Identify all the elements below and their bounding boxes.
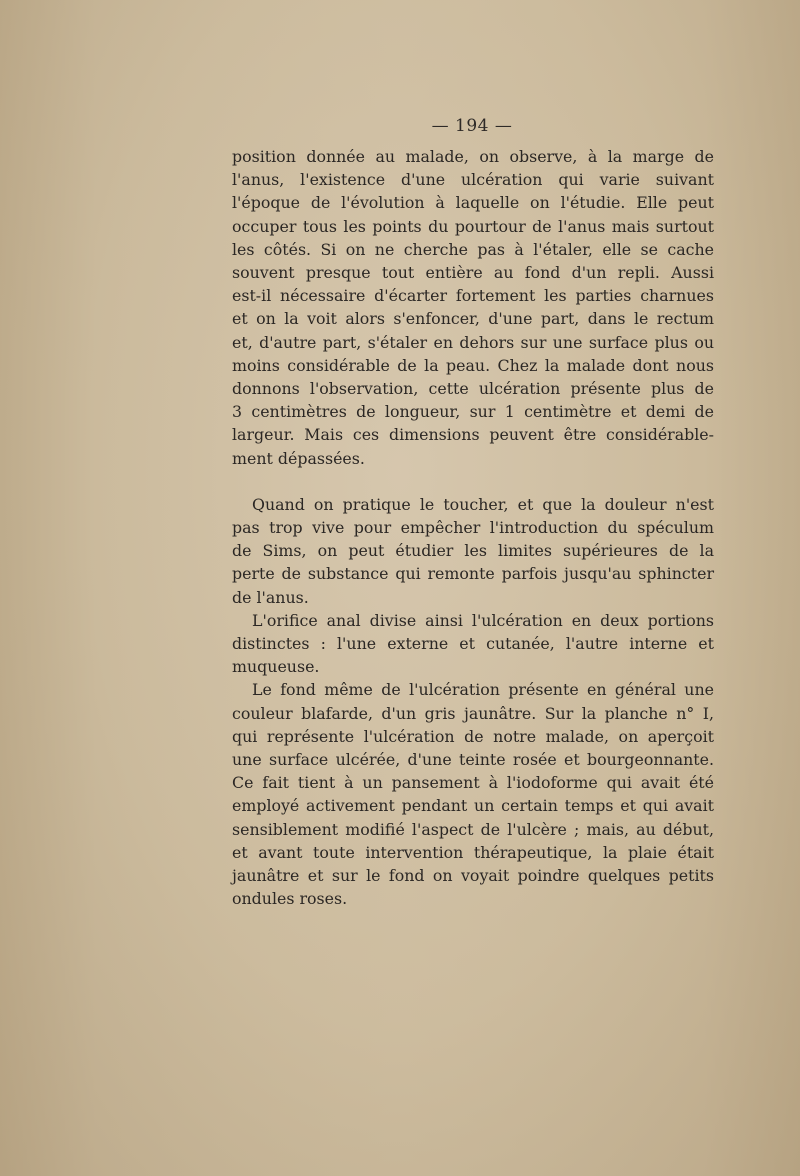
text-line: employé activement pendant un certain temps et qui avait bbox=[232, 796, 714, 816]
text-line: les côtés. Si on ne cherche pas à l'étaler, elle se cache bbox=[232, 239, 714, 259]
body-text bbox=[232, 145, 714, 911]
text-line: Ce fait tient à un pansement à l'iodoforme qui avait été bbox=[232, 773, 714, 793]
text-line: ment dépassées. bbox=[232, 448, 365, 468]
paragraph-4 bbox=[232, 678, 714, 910]
text-line: l'époque de l'évolution à laquelle on l'étudie. Elle peut bbox=[232, 193, 714, 213]
text-line: de l'anus. bbox=[232, 587, 309, 607]
text-line: L'orifice anal divise ainsi l'ulcération en deux portions bbox=[252, 610, 714, 630]
paragraph-gap bbox=[232, 470, 714, 493]
text-line: pas trop vive pour empêcher l'introduction du spéculum bbox=[232, 518, 714, 538]
paragraph-1 bbox=[232, 145, 714, 470]
text-line: jaunâtre et sur le fond on voyait poindre quelques petits bbox=[232, 866, 714, 886]
text-line: et avant toute intervention thérapeutique, la plaie était bbox=[232, 842, 714, 862]
page-number: — 194 — bbox=[431, 116, 513, 136]
text-line: position donnée au malade, on observe, à la marge de bbox=[232, 147, 714, 166]
text-line: Le fond même de l'ulcération présente en général une bbox=[252, 680, 714, 700]
text-line: occuper tous les points du pourtour de l'anus mais surtout bbox=[232, 216, 714, 236]
text-line: muqueuse. bbox=[232, 657, 320, 677]
text-line: perte de substance qui remonte parfois jusqu'au sphincter bbox=[232, 564, 714, 584]
paragraph-2 bbox=[232, 493, 714, 609]
text-line: et on la voit alors s'enfoncer, d'une part, dans le rectum bbox=[232, 309, 714, 329]
text-line: ondules roses. bbox=[232, 889, 348, 909]
text-line: 3 centimètres de longueur, sur 1 centimètre et demi de bbox=[232, 402, 714, 422]
text-line: et, d'autre part, s'étaler en dehors sur une surface plus ou bbox=[232, 332, 714, 352]
text-line: moins considérable de la peau. Chez la malade dont nous bbox=[232, 355, 714, 375]
paragraph-3 bbox=[232, 609, 714, 679]
text-line: distinctes : l'une externe et cutanée, l'autre interne et bbox=[232, 634, 714, 654]
text-line: est-il nécessaire d'écarter fortement les parties charnues bbox=[232, 286, 714, 306]
text-line: couleur blafarde, d'un gris jaunâtre. Sur la planche n° I, bbox=[232, 703, 714, 723]
text-line: largeur. Mais ces dimensions peuvent être considérable- bbox=[232, 425, 714, 445]
text-line: de Sims, on peut étudier les limites supérieures de la bbox=[232, 541, 714, 561]
text-line: l'anus, l'existence d'une ulcération qui varie suivant bbox=[232, 170, 714, 190]
text-line: une surface ulcérée, d'une teinte rosée et bourgeonnante. bbox=[232, 750, 714, 770]
text-line: souvent presque tout entière au fond d'un repli. Aussi bbox=[232, 263, 714, 283]
text-line: sensiblement modifié l'aspect de l'ulcère ; mais, au début, bbox=[232, 819, 714, 839]
text-line: Quand on pratique le toucher, et que la douleur n'est bbox=[252, 494, 714, 514]
text-line: donnons l'observation, cette ulcération présente plus de bbox=[232, 379, 714, 399]
text-line: qui représente l'ulcération de notre malade, on aperçoit bbox=[232, 726, 714, 746]
